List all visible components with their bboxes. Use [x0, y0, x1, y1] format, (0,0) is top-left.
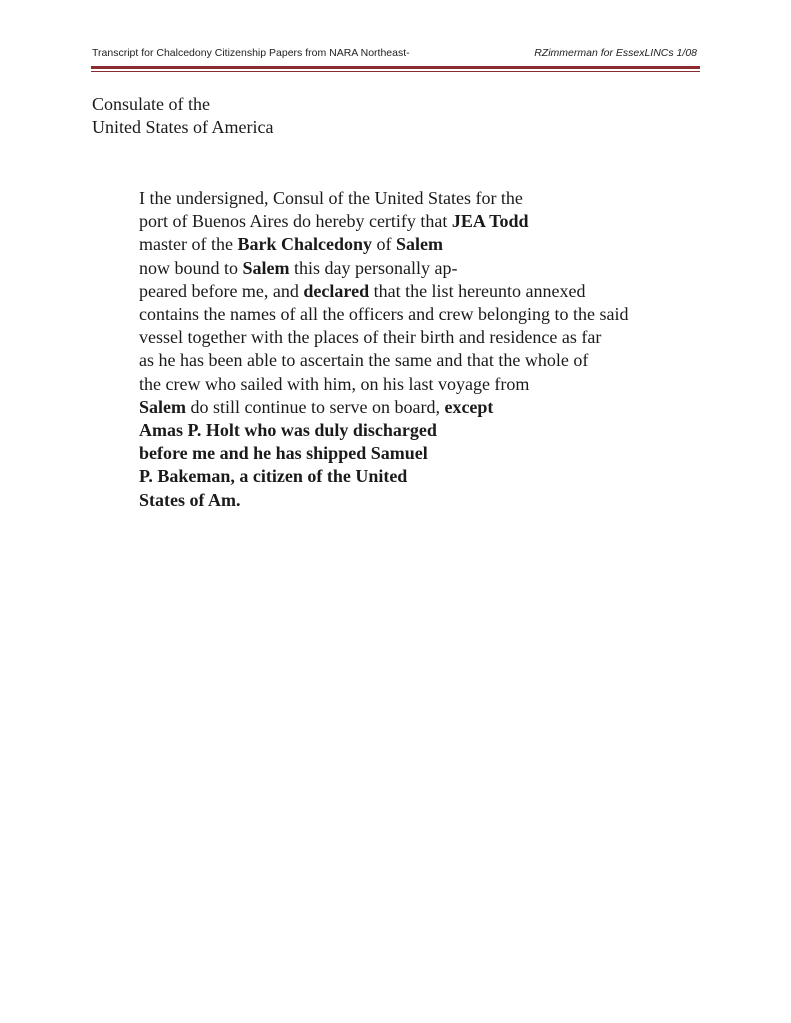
- text-run: master of the: [139, 234, 238, 255]
- text-run: that the list hereunto annexed: [369, 280, 586, 301]
- consulate-heading: [92, 93, 273, 139]
- except-word: except: [444, 396, 494, 417]
- text-run: the crew who sailed with him, on his last voyage from: [139, 373, 530, 394]
- certificate-line-6: [139, 303, 699, 326]
- text-run: do still continue to serve on board,: [186, 396, 445, 417]
- consulate-line-2: United States of America: [92, 117, 274, 137]
- certificate-line-14: [139, 489, 699, 512]
- header-attribution: RZimmerman for EssexLINCs 1/08: [534, 47, 697, 59]
- declared-word: declared: [303, 280, 370, 301]
- citizen-note: P. Bakeman, a citizen of the United: [139, 466, 408, 487]
- certificate-line-11: [139, 419, 699, 442]
- header-title: Transcript for Chalcedony Citizenship Papers from NARA Northeast-: [92, 47, 410, 59]
- certificate-line-2: [139, 210, 699, 233]
- text-run: I the undersigned, Consul of the United States for the: [139, 188, 523, 208]
- certificate-line-4: [139, 257, 699, 280]
- certificate-line-5: [139, 280, 699, 303]
- text-run: as he has been able to ascertain the same and that the whole of: [139, 350, 589, 371]
- certificate-line-9: [139, 373, 699, 396]
- vessel-name: Bark Chalcedony: [237, 234, 372, 255]
- text-run: of: [372, 234, 396, 255]
- citizen-note-end: States of Am.: [139, 489, 241, 510]
- destination-port: Salem: [242, 257, 290, 278]
- certificate-body: [139, 187, 699, 512]
- home-port: Salem: [396, 234, 443, 255]
- certificate-line-12: [139, 442, 699, 465]
- certificate-line-10: [139, 396, 699, 419]
- certificate-line-8: [139, 349, 699, 372]
- header-rule-thin: [91, 71, 700, 72]
- origin-port: Salem: [139, 396, 186, 417]
- certificate-line-7: [139, 326, 699, 349]
- text-run: this day personally ap-: [289, 257, 458, 278]
- shipped-note: before me and he has shipped Samuel: [139, 443, 428, 464]
- text-run: peared before me, and: [139, 280, 304, 301]
- discharge-note: Amas P. Holt who was duly discharged: [139, 420, 437, 441]
- master-name: JEA Todd: [451, 211, 529, 232]
- page-header: [92, 47, 700, 63]
- certificate-line-13: [139, 465, 699, 488]
- certificate-line-3: [139, 233, 699, 256]
- consulate-line-1: Consulate of the: [92, 94, 210, 114]
- certificate-line-1: [139, 187, 699, 210]
- text-run: contains the names of all the officers and crew belonging to the said: [139, 304, 629, 325]
- header-rule-thick: [91, 66, 700, 69]
- text-run: port of Buenos Aires do hereby certify that: [139, 211, 452, 232]
- text-run: vessel together with the places of their birth and residence as far: [139, 327, 602, 348]
- text-run: now bound to: [139, 257, 243, 278]
